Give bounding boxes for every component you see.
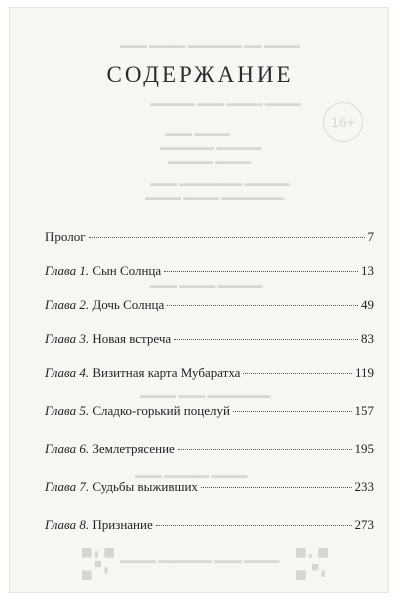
dot-leader — [174, 339, 358, 340]
toc-entry-chapter-3[interactable] — [45, 331, 374, 351]
show-through-text: ▬▬▬▬ ▬▬▬▬ ▬▬▬▬▬▬▬ — [145, 192, 285, 202]
toc-chapter-label: Глава 4. — [45, 365, 90, 380]
toc-entry-chapter-6[interactable] — [45, 441, 374, 461]
toc-entry-name: Дочь Солнца — [92, 297, 165, 312]
toc-chapter-label: Глава 8. — [45, 517, 90, 532]
toc-chapter-label: Глава 1. — [45, 263, 90, 278]
toc-chapter-label: Глава 5. — [45, 403, 90, 418]
show-through-text: ▬▬▬▬ ▬▬▬▬▬▬ ▬▬▬ ▬▬▬▬ — [120, 555, 280, 565]
toc-page-number: 195 — [354, 441, 374, 456]
toc-chapter-label: Глава 3. — [45, 331, 90, 346]
toc-entry-name: Судьбы выживших — [92, 479, 198, 494]
toc-entry-chapter-5[interactable] — [45, 403, 374, 423]
dot-leader — [167, 305, 358, 306]
qr-code-left-icon — [82, 548, 114, 580]
toc-page-number: 7 — [367, 229, 374, 244]
toc-entry-name: Признание — [92, 517, 153, 532]
show-through-text: ▬▬▬ ▬▬▬▬ — [165, 128, 231, 138]
age-rating-badge: 16+ — [323, 102, 363, 142]
toc-page-number: 119 — [354, 365, 374, 380]
toc-entry-chapter-7[interactable] — [45, 479, 374, 499]
toc-entry-name: Новая встреча — [92, 331, 172, 346]
toc-entry-chapter-4[interactable] — [45, 365, 374, 385]
toc-entry-name: Сын Солнца — [92, 263, 162, 278]
toc-chapter-label: Глава 7. — [45, 479, 90, 494]
toc-page-number: 273 — [354, 517, 374, 532]
toc-entry-chapter-1[interactable] — [45, 263, 374, 283]
toc-page-number: 233 — [354, 479, 374, 494]
toc-entry-name: Визитная карта Мубаратха — [92, 365, 241, 380]
dot-leader — [156, 525, 352, 526]
toc-chapter-label: Глава 6. — [45, 441, 90, 456]
show-through-text: ▬▬▬▬▬▬ ▬▬▬▬▬ — [160, 142, 262, 152]
toc-entry-chapter-2[interactable] — [45, 297, 374, 317]
toc-page-number: 49 — [361, 297, 374, 312]
toc-entry-name: Сладко-горький поцелуй — [92, 403, 230, 418]
show-through-text: ▬▬▬▬▬ ▬▬▬▬ — [168, 156, 252, 166]
toc-page-number: 83 — [361, 331, 374, 346]
dot-leader — [164, 271, 358, 272]
toc-entry-prologue[interactable] — [45, 229, 374, 249]
show-through-text: ▬▬▬ ▬▬▬▬▬▬▬ ▬▬▬▬▬ — [150, 178, 290, 188]
dot-leader — [178, 449, 352, 450]
show-through-text: ▬▬▬▬▬ ▬▬▬ ▬▬▬▬ ▬▬▬▬ — [150, 98, 301, 108]
toc-chapter-label: Глава 2. — [45, 297, 90, 312]
toc-entry-chapter-8[interactable] — [45, 517, 374, 537]
dot-leader — [233, 411, 352, 412]
show-through-text: ▬▬▬ ▬▬▬▬▬ ▬▬▬▬ — [135, 470, 248, 480]
toc-entry-name: Землетрясение — [92, 441, 175, 456]
toc-page-number: 13 — [361, 263, 374, 278]
page-title: СОДЕРЖАНИЕ — [106, 62, 294, 87]
dot-leader — [89, 237, 365, 238]
qr-code-right-icon — [296, 548, 328, 580]
show-through-text: ▬▬▬ ▬▬▬▬ ▬▬▬▬▬▬ ▬▬ ▬▬▬▬ — [120, 40, 300, 50]
show-through-text: ▬▬▬ ▬▬▬▬ ▬▬▬▬▬ — [150, 280, 263, 290]
show-through-text: ▬▬▬▬ ▬▬▬ ▬▬▬▬▬▬▬ — [140, 390, 271, 400]
dot-leader — [243, 373, 352, 374]
toc-page-number: 157 — [354, 403, 374, 418]
dot-leader — [201, 487, 352, 488]
toc-entry-name: Пролог — [45, 229, 86, 244]
